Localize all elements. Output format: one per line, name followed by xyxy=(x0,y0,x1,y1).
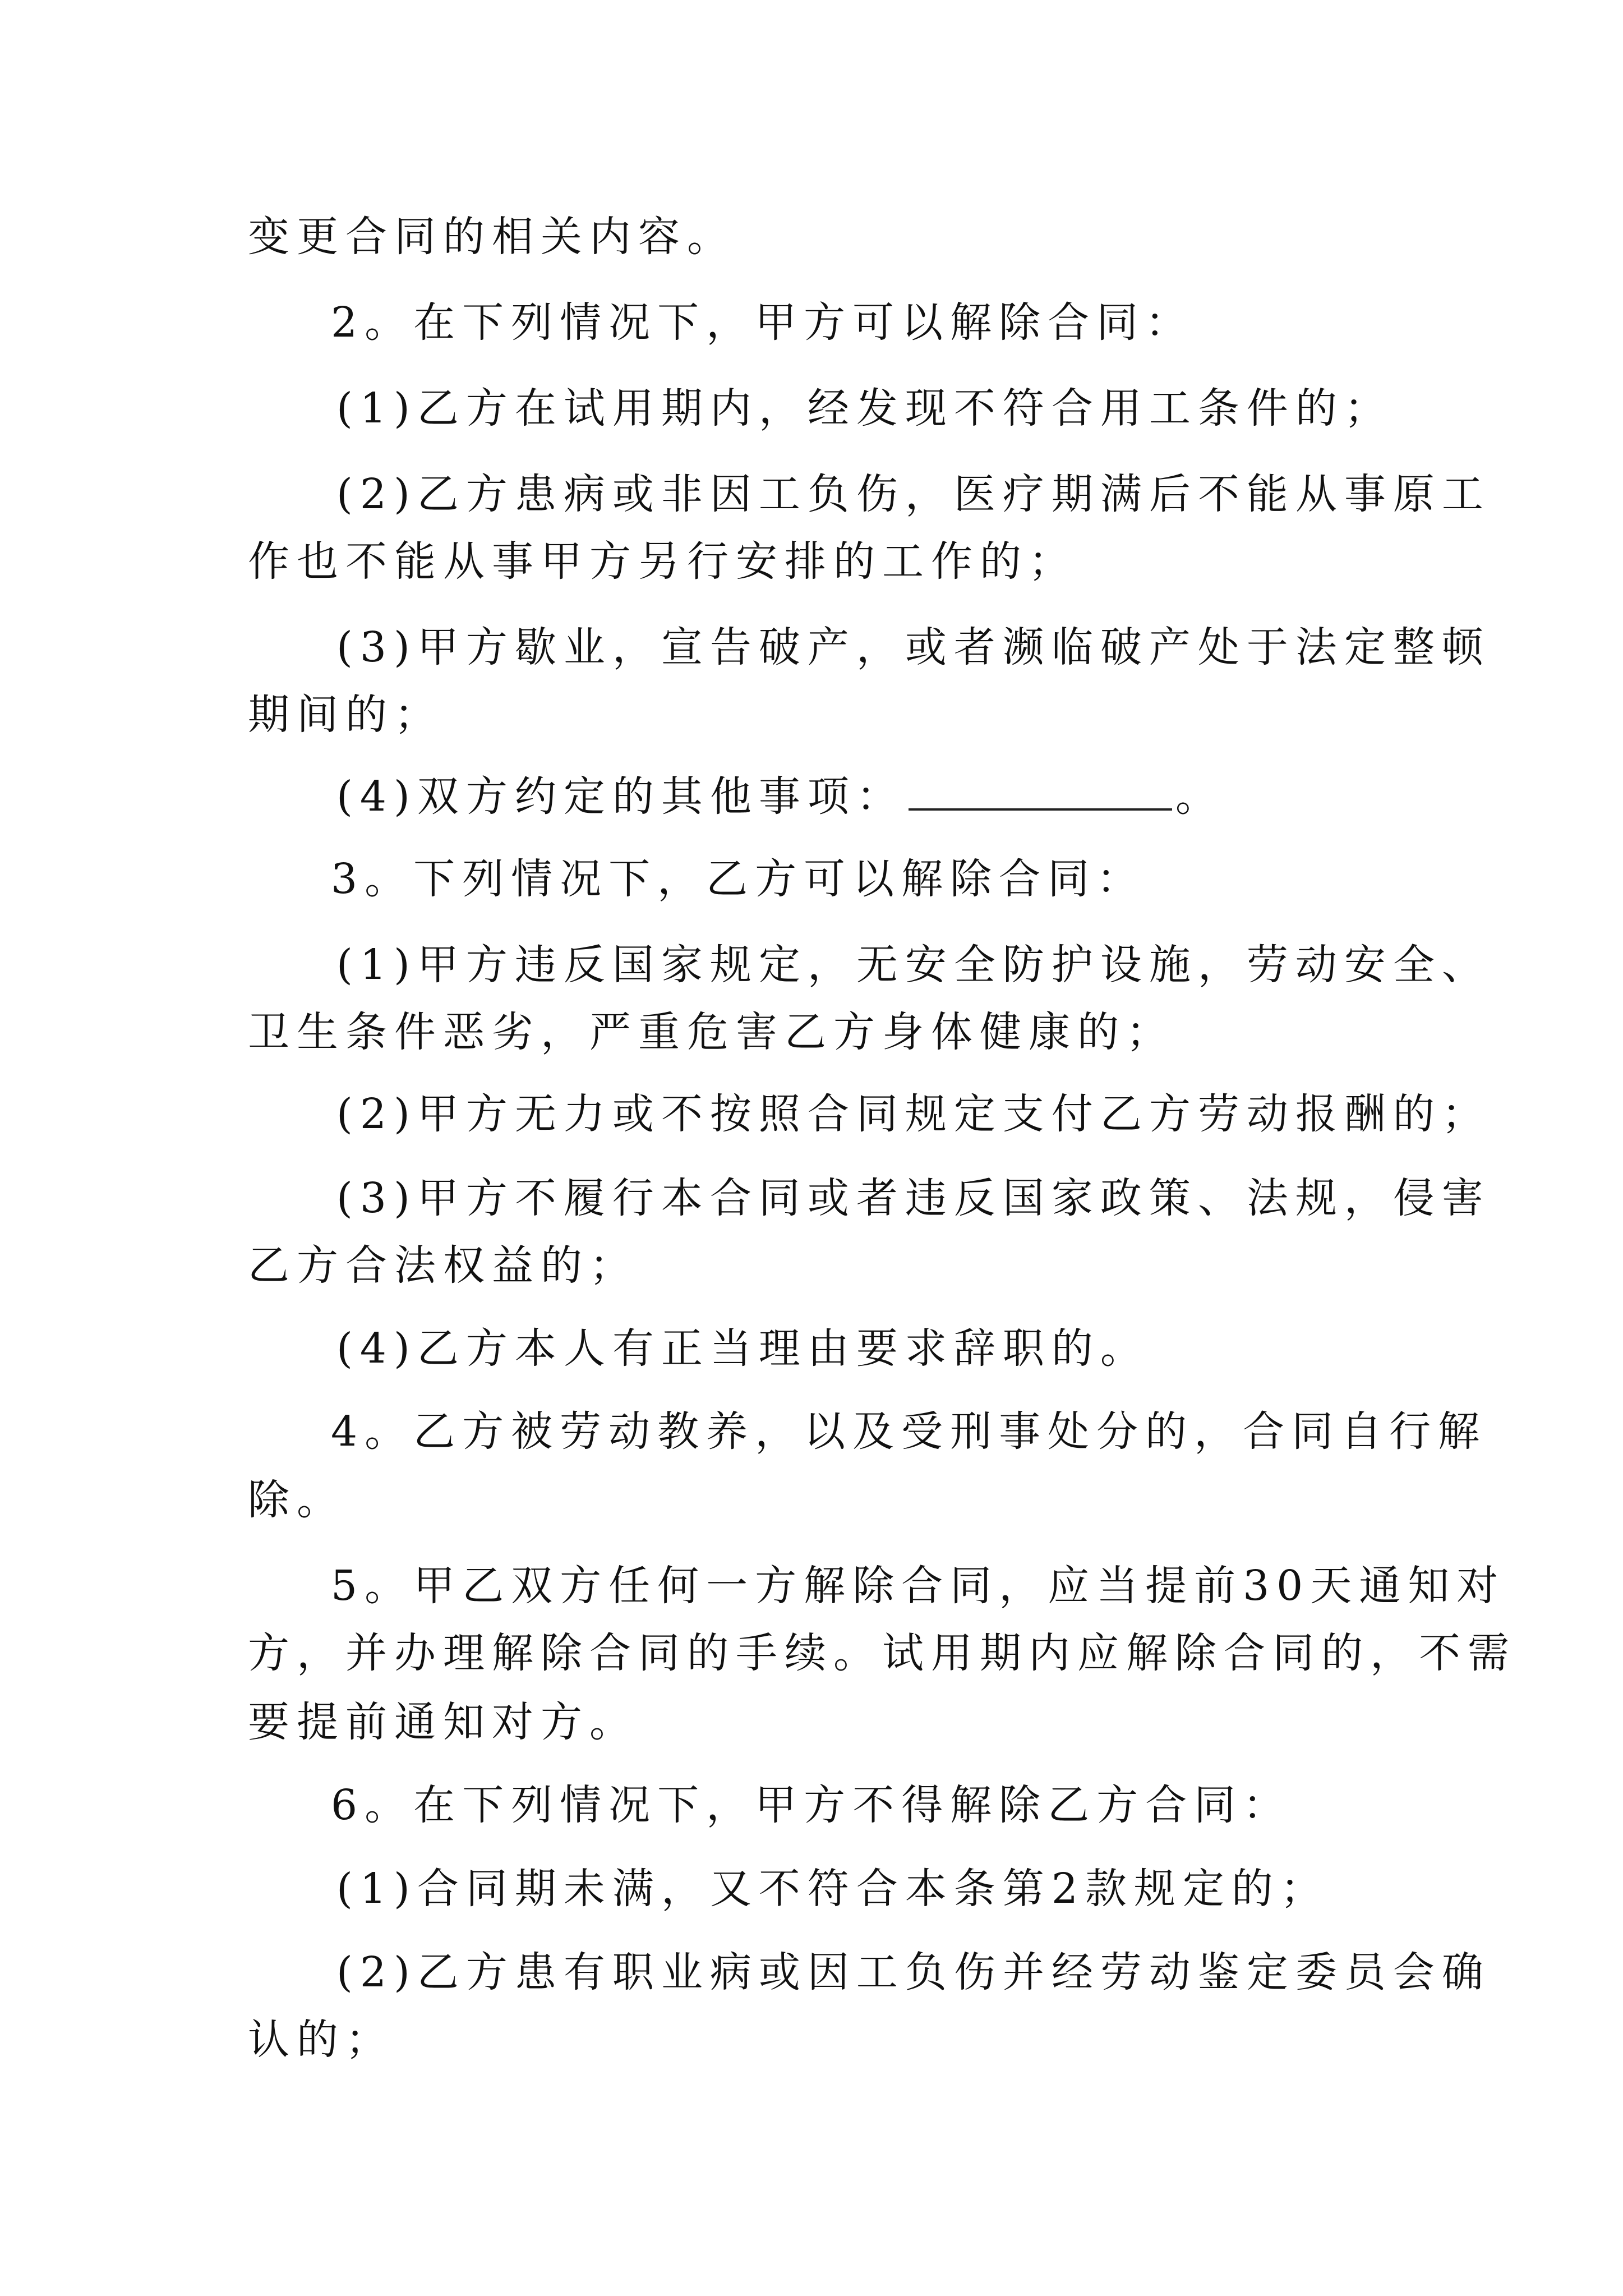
fill-in-blank[interactable] xyxy=(909,769,1172,811)
clause-2-item-4-end: 。 xyxy=(1175,772,1224,821)
clause-2-item-3: (3)甲方歇业，宣告破产，或者濒临破产处于法定整顿 xyxy=(336,623,1491,671)
clause-5-cont-1: 方，并办理解除合同的手续。试用期内应解除合同的，不需 xyxy=(248,1629,1516,1677)
clause-6-item-1: (1)合同期未满，又不符合本条第2款规定的； xyxy=(336,1865,1329,1913)
clause-2-item-2-cont: 作也不能从事甲方另行安排的工作的； xyxy=(248,537,1077,586)
clause-5: 5。甲乙双方任何一方解除合同，应当提前30天通知对 xyxy=(331,1562,1506,1610)
clause-4: 4。乙方被劳动教养，以及受刑事处分的，合同自行解 xyxy=(331,1407,1487,1456)
clause-2-item-4-text: (4)双方约定的其他事项： xyxy=(336,772,905,821)
clause-3-item-1: (1)甲方违反国家规定，无安全防护设施，劳动安全、 xyxy=(336,941,1491,989)
clause-3-heading: 3。下列情况下，乙方可以解除合同： xyxy=(331,855,1146,903)
clause-2-item-2: (2)乙方患病或非因工负伤，医疗期满后不能从事原工 xyxy=(336,470,1491,518)
clause-3-item-4: (4)乙方本人有正当理由要求辞职的。 xyxy=(336,1324,1149,1373)
clause-3-item-3: (3)甲方不履行本合同或者违反国家政策、法规，侵害 xyxy=(336,1174,1491,1222)
clause-3-item-1-cont: 卫生条件恶劣，严重危害乙方身体健康的； xyxy=(248,1008,1175,1056)
clause-2-item-1: (1)乙方在试用期内，经发现不符合用工条件的； xyxy=(336,384,1393,432)
clause-3-item-2: (2)甲方无力或不按照合同规定支付乙方劳动报酬的； xyxy=(336,1090,1491,1138)
clause-6-heading: 6。在下列情况下，甲方不得解除乙方合同： xyxy=(331,1781,1292,1829)
clause-2-heading: 2。在下列情况下，甲方可以解除合同： xyxy=(331,298,1195,347)
paragraph-line: 变更合同的相关内容。 xyxy=(248,213,736,261)
clause-5-cont-2: 要提前通知对方。 xyxy=(248,1698,638,1746)
clause-4-cont: 除。 xyxy=(248,1476,345,1524)
clause-6-item-2: (2)乙方患有职业病或因工负伤并经劳动鉴定委员会确 xyxy=(336,1948,1491,1996)
clause-2-item-4 xyxy=(336,757,1486,836)
clause-6-item-2-cont: 认的； xyxy=(248,2016,394,2064)
clause-3-item-3-cont: 乙方合法权益的； xyxy=(248,1241,638,1290)
clause-2-item-3-cont: 期间的； xyxy=(248,691,443,739)
